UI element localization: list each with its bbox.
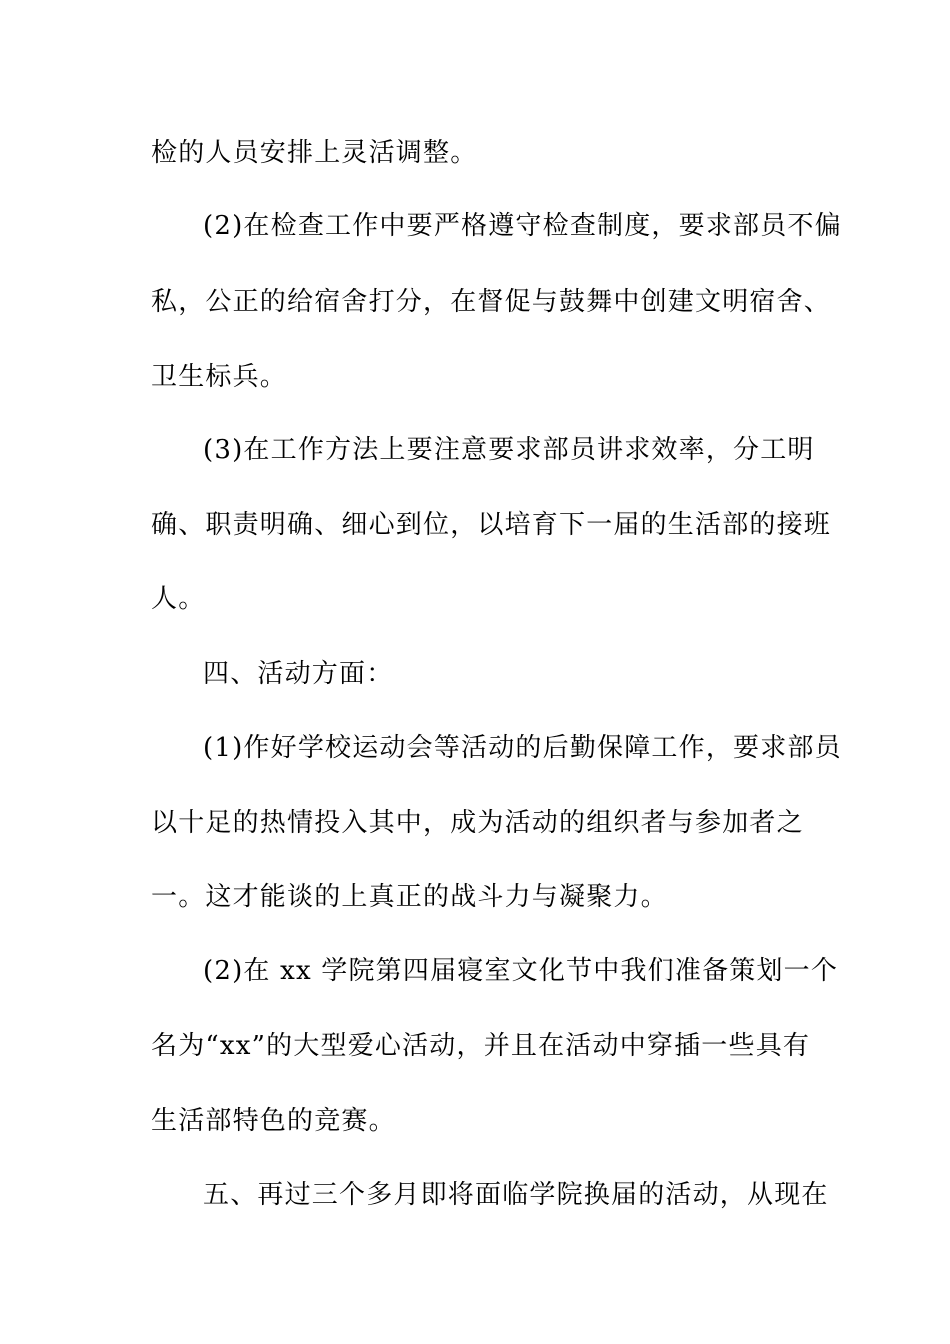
section-heading: 五、再过三个多月即将面临学院换届的活动，从现在 — [203, 1180, 829, 1210]
text-line: (3)在工作方法上要注意要求部员讲求效率，分工明 — [203, 435, 815, 465]
text-line: 私，公正的给宿舍打分，在督促与鼓舞中创建文明宿舍、 — [151, 287, 832, 317]
section-heading: 四、活动方面： — [203, 659, 394, 689]
text-line: (2)在 xx 学院第四届寝室文化节中我们准备策划一个 — [203, 956, 839, 986]
text-line: 名为“xx”的大型爱心活动，并且在活动中穿插一些具有 — [151, 1031, 811, 1061]
text-line: 人。 — [151, 584, 206, 614]
text-line: 以十足的热情投入其中，成为活动的组织者与参加者之 — [151, 808, 804, 838]
text-line: (2)在检查工作中要严格遵守检查制度，要求部员不偏 — [203, 211, 842, 241]
text-line: 卫生标兵。 — [151, 362, 288, 392]
text-line: 一。这才能谈的上真正的战斗力与凝聚力。 — [151, 882, 668, 912]
text-line: 生活部特色的竞赛。 — [151, 1106, 396, 1136]
text-line: 确、职责明确、细心到位，以培育下一届的生活部的接班 — [151, 510, 832, 540]
text-line: (1)作好学校运动会等活动的后勤保障工作，要求部员 — [203, 733, 842, 763]
text-line: 检的人员安排上灵活调整。 — [151, 138, 478, 168]
